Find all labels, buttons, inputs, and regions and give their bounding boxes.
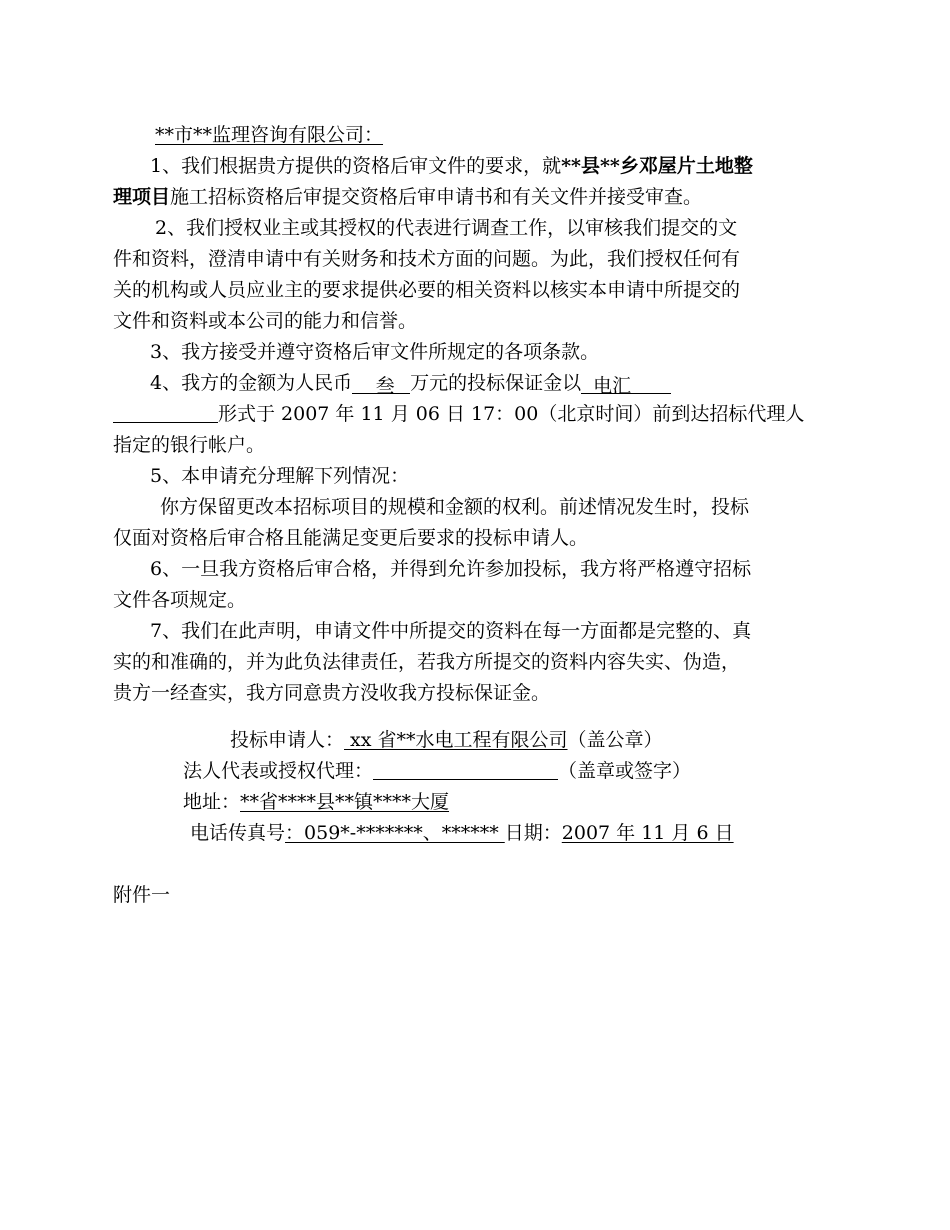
payment-method-blank [113, 402, 218, 423]
p1-text-b: 施工招标资格后审提交资格后审申请书和有关文件并接受审查。 [170, 186, 703, 208]
attachment-label: 附件一 [113, 884, 171, 906]
paragraph-7-line-3: 贵方一经查实，我方同意贵方没收我方投标保证金。 [113, 682, 551, 704]
payment-method-field [581, 373, 671, 397]
p1-text-a: 1、我们根据贵方提供的资格后审文件的要求，就 [150, 155, 562, 177]
payment-method: 电汇 [593, 375, 632, 397]
legal-rep-note: （盖章或签字） [558, 760, 692, 782]
paragraph-7-line-1: 7、我们在此声明，申请文件中所提交的资料在每一方面都是完整的、真 [150, 620, 752, 642]
applicant-label: 投标申请人： [230, 729, 345, 751]
paragraph-2-line-2: 件和资料，澄清申请中有关财务和技术方面的问题。为此，我们授权任何有 [113, 248, 741, 270]
addressee-line [155, 122, 383, 148]
date-value: 2007 年 11 月 6 日 [561, 822, 734, 844]
paragraph-1-line-2 [113, 184, 702, 210]
p4-text-a: 4、我方的金额为人民币 [150, 372, 353, 394]
paragraph-5-detail-line-2: 仅面对资格后审合格且能满足变更后要求的投标申请人。 [113, 527, 589, 549]
paragraph-2-line-1: 2、我们授权业主或其授权的代表进行调查工作，以审核我们提交的文 [155, 217, 738, 239]
paragraph-5: 5、本申请充分理解下列情况： [150, 465, 410, 487]
paragraph-2-line-4: 文件和资料或本公司的能力和信誉。 [113, 310, 418, 332]
date-label: 日期： [504, 822, 562, 844]
legal-rep-line [183, 758, 691, 784]
paragraph-1-line-1 [150, 153, 753, 179]
legal-rep-label: 法人代表或授权代理： [183, 760, 374, 782]
applicant-value: xx 省**水电工程有限公司 [344, 729, 568, 751]
legal-rep-blank [373, 759, 558, 780]
paragraph-4-line-2 [113, 401, 804, 427]
paragraph-4-line-1 [150, 370, 671, 396]
applicant-note: （盖公章） [567, 729, 663, 751]
phone-date-line [190, 820, 734, 846]
paragraph-7-line-2: 实的和准确的，并为此负法律责任，若我方所提交的资料内容失实、伪造， [113, 651, 741, 673]
applicant-line [230, 727, 663, 753]
paragraph-4-line-3: 指定的银行帐户。 [113, 434, 266, 456]
paragraph-2-line-3: 关的机构或人员应业主的要求提供必要的相关资料以核实本申请中所提交的 [113, 279, 741, 301]
address-value: **省****县**镇****大厦 [240, 791, 450, 813]
p4-text-b: 万元的投标保证金以 [410, 372, 582, 394]
p4-text-c: 形式于 2007 年 11 月 06 日 17：00（北京时间）前到达招标代理人 [218, 403, 805, 425]
deposit-amount-field [352, 373, 410, 397]
addressee: **市**监理咨询有限公司： [155, 124, 384, 146]
paragraph-3: 3、我方接受并遵守资格后审文件所规定的各项条款。 [150, 341, 600, 363]
paragraph-6-line-1: 6、一旦我方资格后审合格，并得到允许参加投标，我方将严格遵守招标 [150, 558, 752, 580]
project-name-part1: **县**乡邓屋片土地整 [561, 155, 753, 177]
paragraph-5-detail-line-1: 你方保留更改本招标项目的规模和金额的权利。前述情况发生时，投标 [160, 496, 750, 518]
project-name-part2: 理项目 [113, 186, 171, 208]
deposit-amount: 叁 [375, 375, 395, 397]
paragraph-6-line-2: 文件各项规定。 [113, 589, 247, 611]
address-label: 地址： [183, 791, 241, 813]
phone-value: ：059*-*******、****** [285, 822, 505, 844]
phone-label: 电话传真号 [190, 822, 286, 844]
address-line [183, 789, 449, 815]
